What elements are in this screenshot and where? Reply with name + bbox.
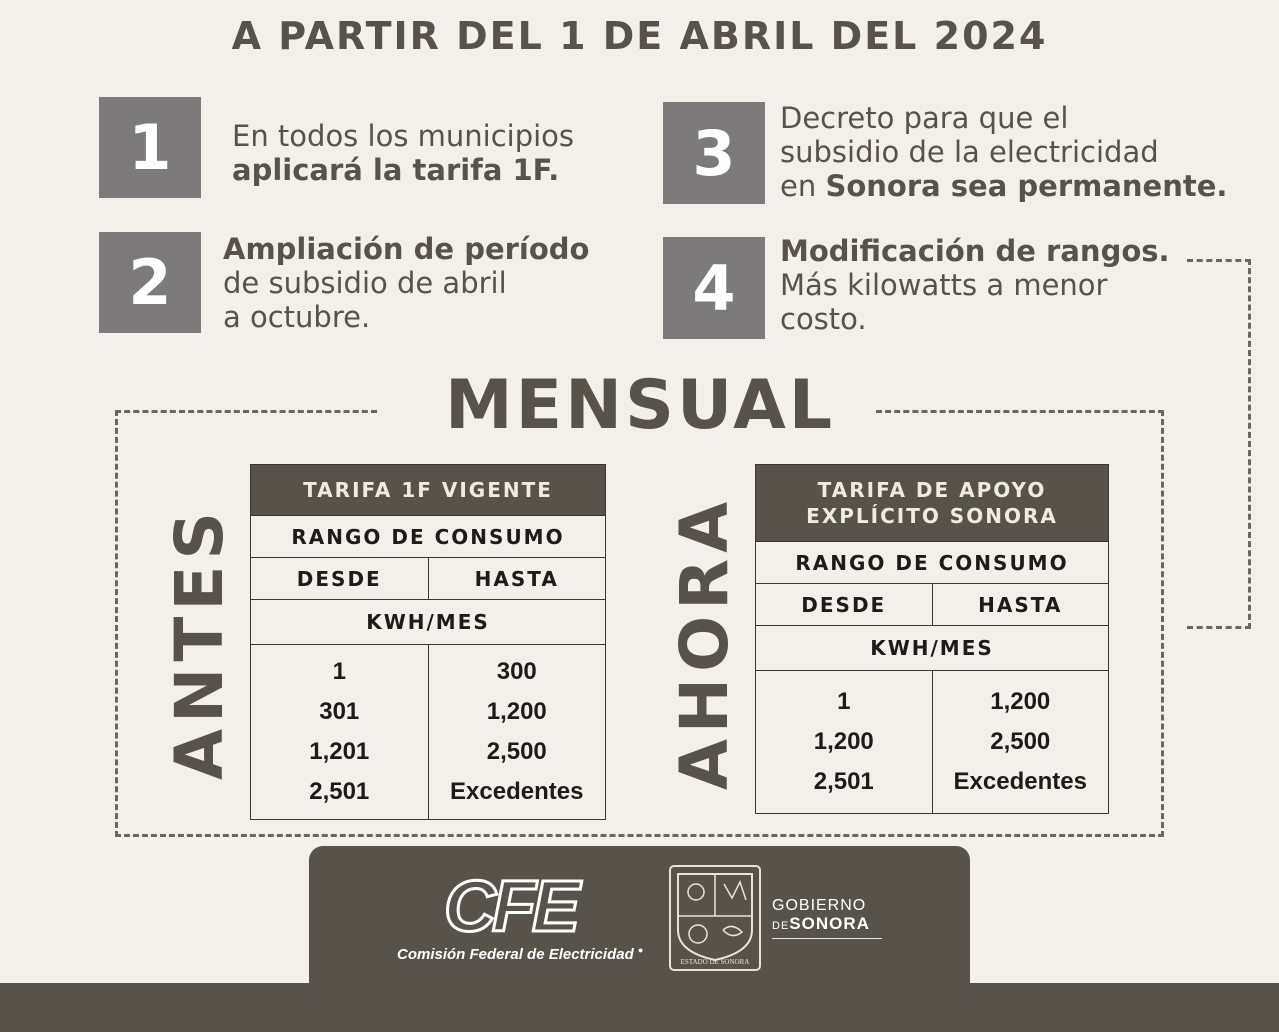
table-cell: 2,501 [813, 768, 874, 795]
table-cell: 2,500 [486, 738, 547, 765]
cfe-trademark-dot: ● [637, 945, 644, 955]
point-4-line2: Más kilowatts a menor [780, 268, 1108, 302]
footer-panel [309, 846, 970, 996]
table-cell: 1,200 [990, 688, 1051, 715]
table-after-from-values [756, 671, 933, 814]
point-4-bold: Modificación de rangos. [780, 234, 1170, 268]
point-4-text [780, 234, 1200, 336]
bottom-bar [0, 983, 1279, 1032]
point-1-line1: En todos los municipios [232, 119, 575, 153]
number-box-4: 4 [663, 237, 765, 339]
table-cell: Excedentes [953, 768, 1087, 795]
point-3-bold: Sonora sea permanente. [825, 169, 1228, 203]
point-3-line1: Decreto para que el [780, 101, 1069, 135]
table-before [250, 464, 606, 820]
table-before-range-label: RANGO DE CONSUMO [251, 516, 606, 558]
point-2-bold: Ampliación de período [223, 232, 590, 266]
table-before-to-values [428, 645, 606, 820]
table-before-title: TARIFA 1F VIGENTE [251, 465, 606, 516]
sonora-seal-icon [668, 864, 762, 972]
point-3-text [780, 101, 1250, 203]
table-before-col-to: HASTA [428, 558, 606, 600]
page-title: A PARTIR DEL 1 DE ABRIL DEL 2024 [231, 14, 1048, 58]
cfe-logo: CFE [444, 867, 576, 947]
gobierno-line2 [772, 914, 870, 934]
table-after [755, 464, 1109, 814]
connector-dash-top [1187, 259, 1251, 262]
table-cell: 1,200 [486, 698, 547, 725]
table-after-to-values [932, 671, 1109, 814]
table-after-col-to: HASTA [932, 584, 1109, 626]
point-2-text [223, 232, 643, 334]
point-3-prefix: en [780, 169, 826, 203]
frame-dash-top-right [876, 410, 1164, 413]
gobierno-line1: GOBIERNO [772, 897, 867, 914]
table-cell: 300 [496, 658, 537, 685]
point-1-bold: aplicará la tarifa 1F. [232, 153, 560, 187]
frame-dash-top-left [115, 410, 377, 413]
point-1-text [232, 119, 632, 187]
table-cell: 1,200 [813, 728, 874, 755]
table-cell: 2,501 [309, 778, 370, 805]
gobierno-underline [772, 938, 882, 939]
point-2-line2: de subsidio de abril [223, 266, 507, 300]
cfe-name [397, 945, 643, 963]
table-after-range-label: RANGO DE CONSUMO [756, 542, 1109, 584]
table-before-unit: KWH/MES [251, 600, 606, 645]
frame-dash-bottom [115, 834, 1164, 837]
gobierno-de: DE [772, 920, 790, 932]
table-before-from-values [251, 645, 429, 820]
cfe-name-text: Comisión Federal de Electricidad [397, 946, 634, 963]
point-4-line3: costo. [780, 302, 867, 336]
seal-caption: ESTADO DE SONORA [680, 958, 750, 966]
table-after-col-from: DESDE [756, 584, 933, 626]
number-box-3: 3 [663, 102, 765, 204]
after-label: AHORA [666, 495, 743, 791]
frame-dash-left [115, 410, 118, 837]
table-cell: Excedentes [450, 778, 584, 805]
table-after-title-line2: EXPLÍCITO SONORA [806, 504, 1058, 528]
section-title: MENSUAL [444, 366, 836, 445]
number-box-2: 2 [99, 232, 201, 333]
table-cell: 1,201 [309, 738, 370, 765]
table-cell: 301 [319, 698, 360, 725]
table-after-unit: KWH/MES [756, 626, 1109, 671]
table-after-title [756, 465, 1109, 542]
gobierno-sonora: SONORA [789, 914, 870, 933]
number-box-1: 1 [99, 97, 201, 198]
table-cell: 1 [837, 688, 851, 715]
table-cell: 1 [332, 658, 346, 685]
connector-dash-bottom [1187, 626, 1251, 629]
table-cell: 2,500 [990, 728, 1051, 755]
point-2-line3: a octubre. [223, 300, 371, 334]
table-before-col-from: DESDE [251, 558, 429, 600]
frame-dash-right [1161, 410, 1164, 837]
point-3-line2: subsidio de la electricidad [780, 135, 1159, 169]
before-label: ANTES [161, 506, 238, 780]
table-after-title-line1: TARIFA DE APOYO [817, 478, 1047, 502]
connector-dash-right [1248, 259, 1251, 629]
